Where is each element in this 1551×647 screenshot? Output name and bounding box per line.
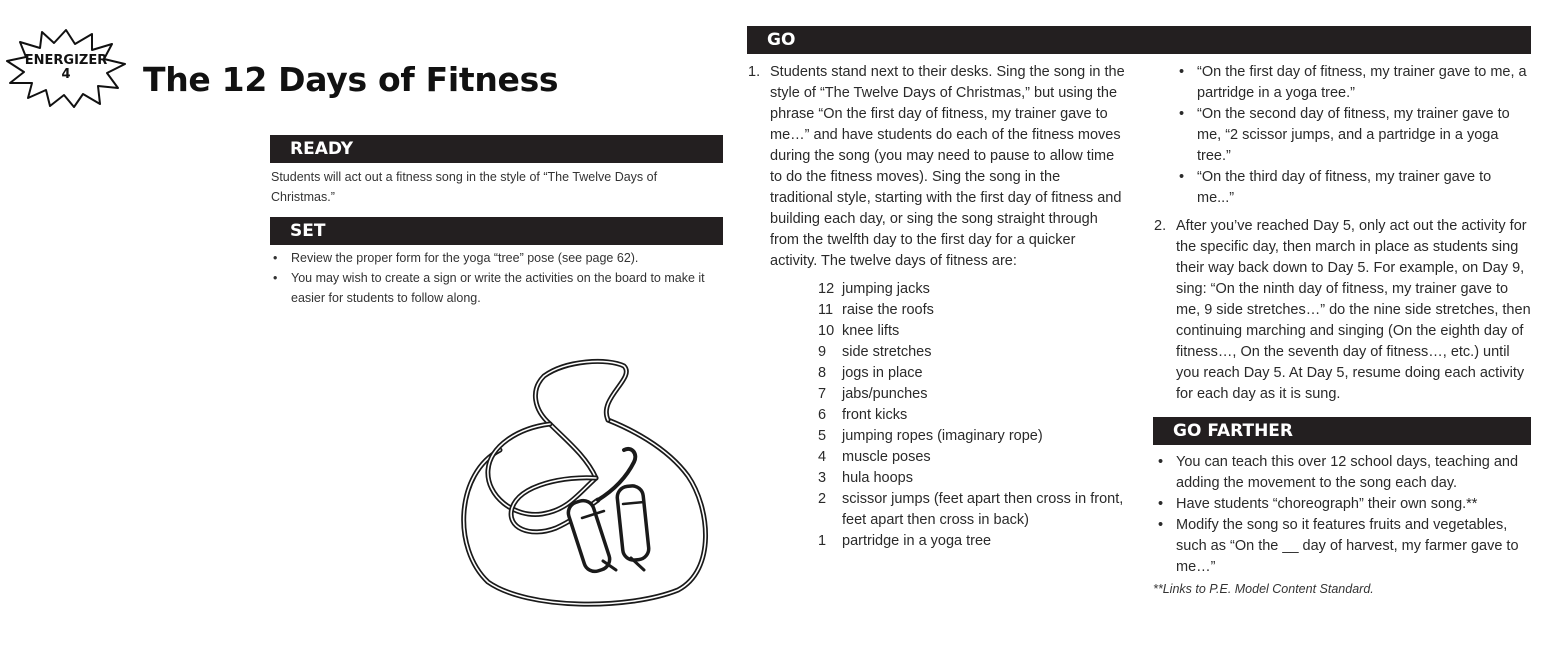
- step-text: Students stand next to their desks. Sing the song in the style of “The Twelve Days of Christmas,” but using the phrase “On the first day of fitness, my trainer gave to me…” and have students do each of the fitness moves during the song (you may need to pause to allow time to do the fitness moves). Sing the song in the traditional style, starting with the first day of fitness and building each day, or sing the song straight through from the twelfth day to the first day for a quicker activity. The twelve days of fitness are:: [770, 64, 1125, 269]
- days-list: [818, 279, 1138, 552]
- list-item: 8 jogs in place: [818, 365, 923, 381]
- list-item: • Modify the song so it features fruits and vegetables, such as “On the __ day of harvest, my farmer gave to me…”: [1154, 515, 1530, 578]
- list-item: • You may wish to create a sign or write the activities on the board to make it easier for students to follow along.: [271, 268, 721, 308]
- step-number: 2.: [1154, 218, 1167, 234]
- go-step-1: [748, 62, 1128, 272]
- ready-text: Students will act out a fitness song in the style of “The Twelve Days of Christmas.”: [271, 170, 658, 204]
- badge-number: 4: [61, 67, 71, 82]
- go-farther-heading: GO FARTHER: [1153, 417, 1531, 445]
- list-item: 7 jabs/punches: [818, 386, 928, 402]
- set-list: [271, 248, 721, 308]
- list-item: 2 scissor jumps (feet apart then cross in front, feet apart then cross in back): [818, 491, 1124, 528]
- go-farther-list: [1154, 452, 1530, 578]
- list-item: 10 knee lifts: [818, 323, 900, 339]
- badge-label: ENERGIZER: [24, 53, 108, 68]
- jump-rope-illustration: [448, 358, 718, 613]
- footnote: **Links to P.E. Model Content Standard.: [1153, 582, 1374, 596]
- list-item: • Review the proper form for the yoga “tree” pose (see page 62).: [271, 248, 721, 268]
- list-item: • “On the third day of fitness, my trainer gave to me...”: [1154, 167, 1530, 209]
- ready-heading: READY: [270, 135, 723, 163]
- list-item: 1 partridge in a yoga tree: [818, 533, 992, 549]
- verse-list: [1154, 62, 1530, 209]
- list-item: 6 front kicks: [818, 407, 908, 423]
- list-item: 3 hula hoops: [818, 470, 913, 486]
- list-item: 5 jumping ropes (imaginary rope): [818, 428, 1043, 444]
- energizer-badge: [6, 28, 126, 108]
- step-text: After you’ve reached Day 5, only act out the activity for the specific day, then march in place as students sing their way back down to Day 5. For example, on Day 9, sing: “On the ninth day of fitness, my trainer gave to me, 9 side stretches…” do the nine side stretches, then continuing marching and singing (On the eighth day of fitness…, On the seventh day of fitness…, etc.) until you reach Day 5. At Day 5, resume doing each activity for each day as it is sung.: [1176, 218, 1531, 402]
- list-item: 12 jumping jacks: [818, 281, 930, 297]
- step-number: 1.: [748, 64, 761, 80]
- go-step-2: [1154, 216, 1531, 406]
- page-title: The 12 Days of Fitness: [143, 60, 559, 99]
- go-heading: GO: [747, 26, 1531, 54]
- list-item: • Have students “choreograph” their own song.**: [1154, 494, 1530, 515]
- set-heading: SET: [270, 217, 723, 245]
- list-item: 11 raise the roofs: [818, 302, 934, 318]
- list-item: 9 side stretches: [818, 344, 932, 360]
- list-item: • You can teach this over 12 school days, teaching and adding the movement to the song each day.: [1154, 452, 1530, 494]
- list-item: • “On the second day of fitness, my trainer gave to me, “2 scissor jumps, and a partridge in a yoga tree.”: [1154, 104, 1530, 167]
- list-item: 4 muscle poses: [818, 449, 931, 465]
- list-item: • “On the first day of fitness, my trainer gave to me, a partridge in a yoga tree.”: [1154, 62, 1530, 104]
